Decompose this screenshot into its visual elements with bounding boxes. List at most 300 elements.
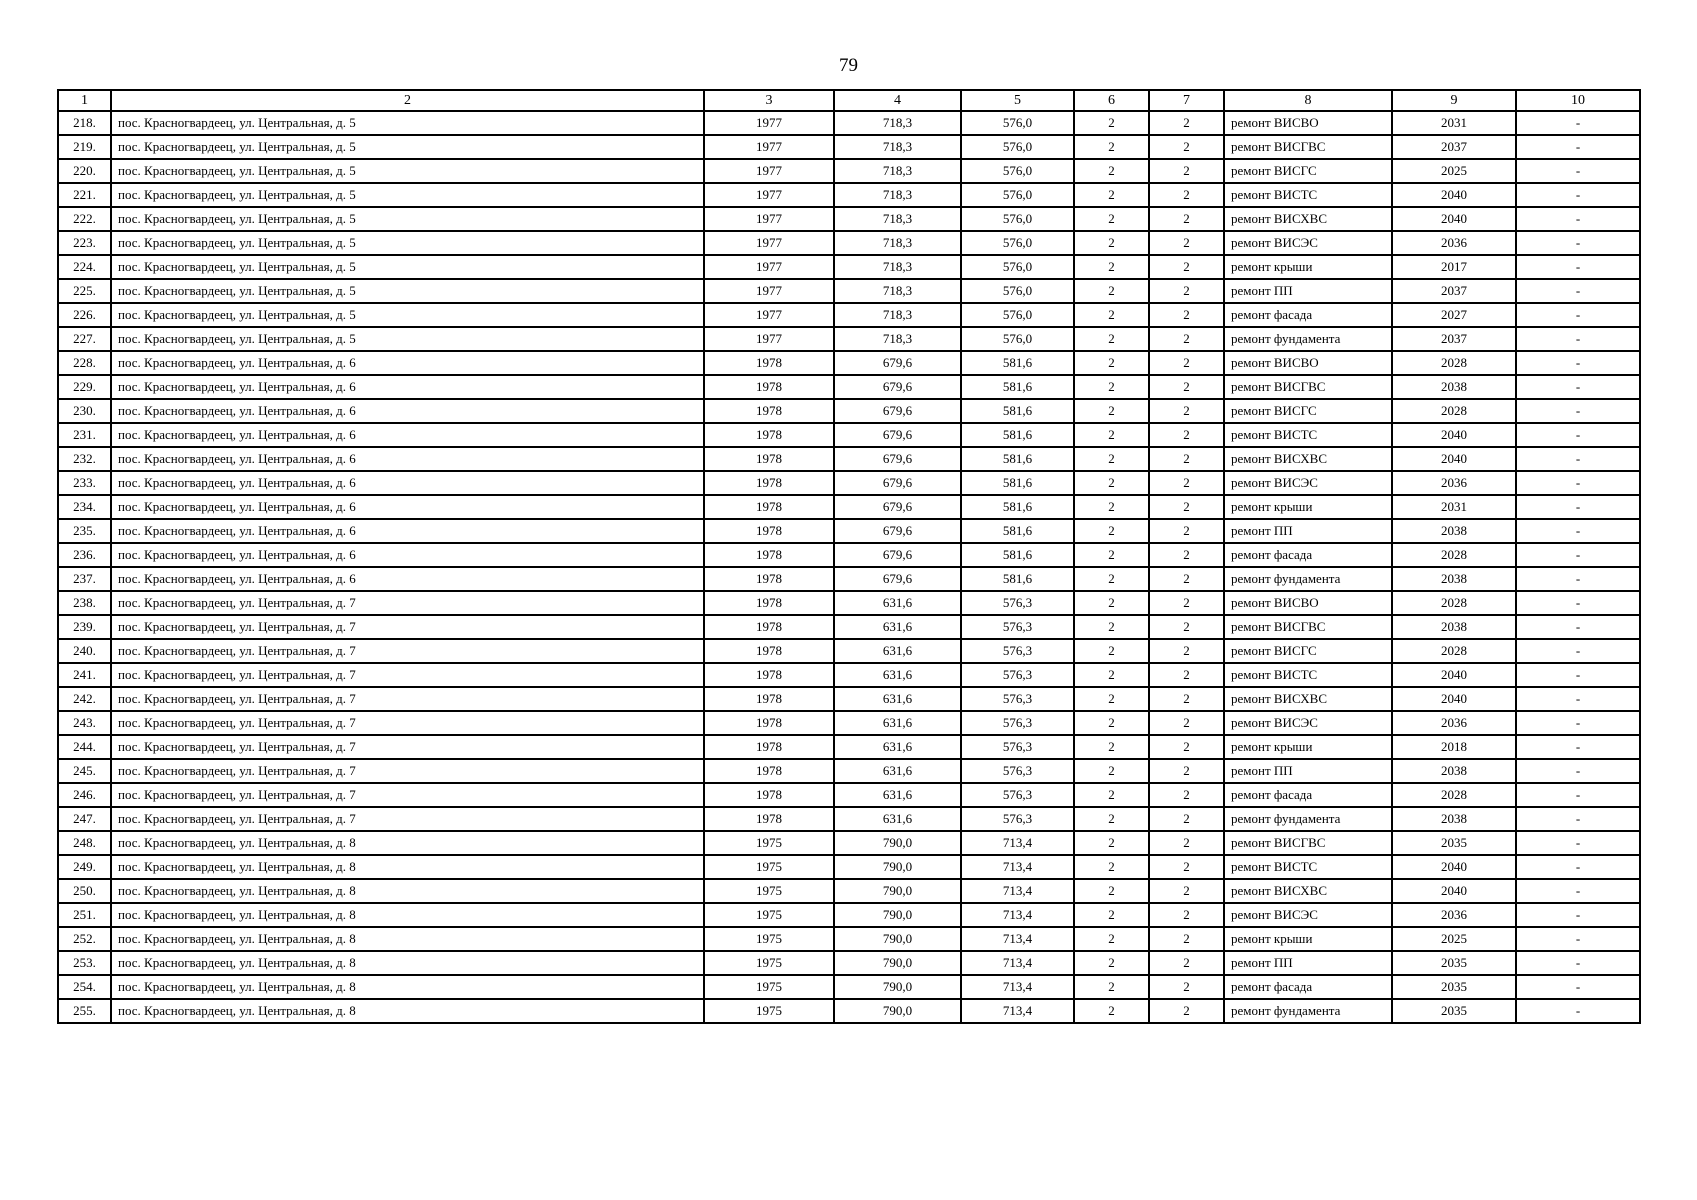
row-number-cell: 245. [58,759,111,783]
table-row [58,999,1640,1023]
total-area-cell: 631,6 [834,639,961,663]
note-cell: - [1516,735,1640,759]
row-number-cell: 235. [58,519,111,543]
planned-year-cell: 2038 [1392,615,1516,639]
note-cell: - [1516,615,1640,639]
address-cell: пос. Красногвардеец, ул. Центральная, д. 8 [111,951,704,975]
floors-cell: 2 [1074,879,1149,903]
living-area-cell: 713,4 [961,879,1074,903]
note-cell: - [1516,159,1640,183]
table-row [58,759,1640,783]
table-row [58,903,1640,927]
year-built-cell: 1978 [704,663,834,687]
address-cell: пос. Красногвардеец, ул. Центральная, д. 5 [111,159,704,183]
note-cell: - [1516,111,1640,135]
table-row [58,327,1640,351]
year-built-cell: 1975 [704,999,834,1023]
note-cell: - [1516,927,1640,951]
year-built-cell: 1978 [704,807,834,831]
total-area-cell: 790,0 [834,927,961,951]
total-area-cell: 679,6 [834,519,961,543]
floors-cell: 2 [1074,303,1149,327]
table-row [58,855,1640,879]
work-type-cell: ремонт фундамента [1224,327,1392,351]
planned-year-cell: 2038 [1392,807,1516,831]
floors-cell: 2 [1074,327,1149,351]
entrances-cell: 2 [1149,927,1224,951]
note-cell: - [1516,183,1640,207]
address-cell: пос. Красногвардеец, ул. Центральная, д. 7 [111,639,704,663]
planned-year-cell: 2031 [1392,111,1516,135]
work-type-cell: ремонт крыши [1224,495,1392,519]
floors-cell: 2 [1074,183,1149,207]
living-area-cell: 576,0 [961,135,1074,159]
row-number-cell: 228. [58,351,111,375]
address-cell: пос. Красногвардеец, ул. Центральная, д. 8 [111,855,704,879]
living-area-cell: 713,4 [961,999,1074,1023]
planned-year-cell: 2038 [1392,759,1516,783]
floors-cell: 2 [1074,663,1149,687]
work-type-cell: ремонт ВИСТС [1224,663,1392,687]
address-cell: пос. Красногвардеец, ул. Центральная, д. 5 [111,231,704,255]
row-number-cell: 218. [58,111,111,135]
table-row [58,543,1640,567]
work-type-cell: ремонт ВИСХВС [1224,687,1392,711]
total-area-cell: 679,6 [834,375,961,399]
total-area-cell: 631,6 [834,711,961,735]
row-number-cell: 251. [58,903,111,927]
planned-year-cell: 2036 [1392,903,1516,927]
work-type-cell: ремонт фасада [1224,783,1392,807]
table-row [58,927,1640,951]
floors-cell: 2 [1074,855,1149,879]
entrances-cell: 2 [1149,639,1224,663]
table-row [58,879,1640,903]
entrances-cell: 2 [1149,783,1224,807]
header-row [58,90,1640,111]
planned-year-cell: 2040 [1392,423,1516,447]
floors-cell: 2 [1074,375,1149,399]
total-area-cell: 790,0 [834,831,961,855]
row-number-cell: 238. [58,591,111,615]
year-built-cell: 1977 [704,279,834,303]
year-built-cell: 1978 [704,495,834,519]
planned-year-cell: 2017 [1392,255,1516,279]
repair-schedule-table [57,89,1641,1024]
work-type-cell: ремонт ПП [1224,279,1392,303]
address-cell: пос. Красногвардеец, ул. Центральная, д. 7 [111,591,704,615]
table-row [58,351,1640,375]
year-built-cell: 1975 [704,879,834,903]
year-built-cell: 1975 [704,951,834,975]
living-area-cell: 576,0 [961,231,1074,255]
total-area-cell: 631,6 [834,759,961,783]
table-row [58,399,1640,423]
note-cell: - [1516,351,1640,375]
living-area-cell: 581,6 [961,519,1074,543]
table-row [58,951,1640,975]
planned-year-cell: 2035 [1392,975,1516,999]
living-area-cell: 576,3 [961,615,1074,639]
note-cell: - [1516,591,1640,615]
work-type-cell: ремонт ВИСХВС [1224,879,1392,903]
entrances-cell: 2 [1149,975,1224,999]
total-area-cell: 631,6 [834,735,961,759]
table-row [58,567,1640,591]
table-row [58,111,1640,135]
planned-year-cell: 2040 [1392,663,1516,687]
year-built-cell: 1975 [704,855,834,879]
living-area-cell: 581,6 [961,375,1074,399]
note-cell: - [1516,687,1640,711]
floors-cell: 2 [1074,447,1149,471]
year-built-cell: 1978 [704,735,834,759]
table-body [58,111,1640,1023]
work-type-cell: ремонт ВИСГВС [1224,135,1392,159]
row-number-cell: 237. [58,567,111,591]
total-area-cell: 718,3 [834,111,961,135]
living-area-cell: 713,4 [961,831,1074,855]
work-type-cell: ремонт ВИСГС [1224,399,1392,423]
address-cell: пос. Красногвардеец, ул. Центральная, д. 6 [111,519,704,543]
total-area-cell: 790,0 [834,855,961,879]
table-row [58,711,1640,735]
entrances-cell: 2 [1149,951,1224,975]
planned-year-cell: 2036 [1392,471,1516,495]
living-area-cell: 581,6 [961,423,1074,447]
note-cell: - [1516,567,1640,591]
total-area-cell: 679,6 [834,567,961,591]
floors-cell: 2 [1074,351,1149,375]
living-area-cell: 576,0 [961,279,1074,303]
floors-cell: 2 [1074,639,1149,663]
row-number-cell: 232. [58,447,111,471]
living-area-cell: 576,3 [961,591,1074,615]
column-header: 2 [111,90,704,111]
living-area-cell: 576,0 [961,303,1074,327]
entrances-cell: 2 [1149,375,1224,399]
note-cell: - [1516,207,1640,231]
total-area-cell: 631,6 [834,687,961,711]
address-cell: пос. Красногвардеец, ул. Центральная, д. 6 [111,567,704,591]
living-area-cell: 576,3 [961,759,1074,783]
address-cell: пос. Красногвардеец, ул. Центральная, д. 8 [111,879,704,903]
planned-year-cell: 2028 [1392,351,1516,375]
row-number-cell: 227. [58,327,111,351]
floors-cell: 2 [1074,231,1149,255]
planned-year-cell: 2035 [1392,999,1516,1023]
work-type-cell: ремонт ВИСХВС [1224,207,1392,231]
note-cell: - [1516,975,1640,999]
entrances-cell: 2 [1149,615,1224,639]
entrances-cell: 2 [1149,999,1224,1023]
table-row [58,495,1640,519]
row-number-cell: 247. [58,807,111,831]
table-row [58,807,1640,831]
entrances-cell: 2 [1149,759,1224,783]
table-row [58,639,1640,663]
living-area-cell: 576,3 [961,639,1074,663]
floors-cell: 2 [1074,399,1149,423]
living-area-cell: 581,6 [961,567,1074,591]
column-header: 6 [1074,90,1149,111]
total-area-cell: 790,0 [834,951,961,975]
planned-year-cell: 2037 [1392,279,1516,303]
year-built-cell: 1978 [704,615,834,639]
table-row [58,159,1640,183]
living-area-cell: 576,0 [961,111,1074,135]
work-type-cell: ремонт ВИСГВС [1224,831,1392,855]
row-number-cell: 239. [58,615,111,639]
work-type-cell: ремонт ВИСГС [1224,639,1392,663]
planned-year-cell: 2040 [1392,207,1516,231]
address-cell: пос. Красногвардеец, ул. Центральная, д. 5 [111,135,704,159]
note-cell: - [1516,711,1640,735]
planned-year-cell: 2040 [1392,855,1516,879]
living-area-cell: 713,4 [961,951,1074,975]
living-area-cell: 581,6 [961,495,1074,519]
entrances-cell: 2 [1149,399,1224,423]
work-type-cell: ремонт ПП [1224,951,1392,975]
entrances-cell: 2 [1149,447,1224,471]
address-cell: пос. Красногвардеец, ул. Центральная, д. 8 [111,927,704,951]
entrances-cell: 2 [1149,279,1224,303]
address-cell: пос. Красногвардеец, ул. Центральная, д. 8 [111,831,704,855]
table-row [58,471,1640,495]
note-cell: - [1516,495,1640,519]
entrances-cell: 2 [1149,111,1224,135]
total-area-cell: 679,6 [834,399,961,423]
floors-cell: 2 [1074,543,1149,567]
table-header [58,90,1640,111]
work-type-cell: ремонт фундамента [1224,999,1392,1023]
living-area-cell: 576,0 [961,327,1074,351]
table-row [58,207,1640,231]
floors-cell: 2 [1074,783,1149,807]
total-area-cell: 718,3 [834,327,961,351]
planned-year-cell: 2018 [1392,735,1516,759]
entrances-cell: 2 [1149,879,1224,903]
row-number-cell: 230. [58,399,111,423]
address-cell: пос. Красногвардеец, ул. Центральная, д. 7 [111,663,704,687]
total-area-cell: 718,3 [834,159,961,183]
living-area-cell: 576,0 [961,159,1074,183]
note-cell: - [1516,543,1640,567]
row-number-cell: 219. [58,135,111,159]
row-number-cell: 243. [58,711,111,735]
total-area-cell: 631,6 [834,615,961,639]
total-area-cell: 718,3 [834,207,961,231]
address-cell: пос. Красногвардеец, ул. Центральная, д. 5 [111,183,704,207]
floors-cell: 2 [1074,999,1149,1023]
floors-cell: 2 [1074,951,1149,975]
living-area-cell: 576,3 [961,711,1074,735]
work-type-cell: ремонт крыши [1224,927,1392,951]
planned-year-cell: 2035 [1392,951,1516,975]
work-type-cell: ремонт ПП [1224,759,1392,783]
floors-cell: 2 [1074,495,1149,519]
entrances-cell: 2 [1149,423,1224,447]
planned-year-cell: 2040 [1392,183,1516,207]
note-cell: - [1516,999,1640,1023]
table-row [58,519,1640,543]
total-area-cell: 718,3 [834,231,961,255]
row-number-cell: 249. [58,855,111,879]
column-header: 5 [961,90,1074,111]
living-area-cell: 576,0 [961,183,1074,207]
entrances-cell: 2 [1149,855,1224,879]
column-header: 8 [1224,90,1392,111]
work-type-cell: ремонт фундамента [1224,807,1392,831]
entrances-cell: 2 [1149,303,1224,327]
note-cell: - [1516,471,1640,495]
table-row [58,135,1640,159]
total-area-cell: 679,6 [834,495,961,519]
living-area-cell: 576,3 [961,735,1074,759]
address-cell: пос. Красногвардеец, ул. Центральная, д. 6 [111,447,704,471]
note-cell: - [1516,519,1640,543]
column-header: 7 [1149,90,1224,111]
address-cell: пос. Красногвардеец, ул. Центральная, д. 7 [111,687,704,711]
total-area-cell: 631,6 [834,807,961,831]
planned-year-cell: 2028 [1392,783,1516,807]
year-built-cell: 1977 [704,183,834,207]
year-built-cell: 1978 [704,591,834,615]
floors-cell: 2 [1074,735,1149,759]
address-cell: пос. Красногвардеец, ул. Центральная, д. 7 [111,615,704,639]
year-built-cell: 1978 [704,447,834,471]
note-cell: - [1516,279,1640,303]
row-number-cell: 233. [58,471,111,495]
entrances-cell: 2 [1149,519,1224,543]
entrances-cell: 2 [1149,711,1224,735]
planned-year-cell: 2028 [1392,591,1516,615]
address-cell: пос. Красногвардеец, ул. Центральная, д. 6 [111,423,704,447]
year-built-cell: 1978 [704,639,834,663]
note-cell: - [1516,903,1640,927]
address-cell: пос. Красногвардеец, ул. Центральная, д. 5 [111,207,704,231]
year-built-cell: 1975 [704,927,834,951]
table-row [58,231,1640,255]
row-number-cell: 225. [58,279,111,303]
note-cell: - [1516,255,1640,279]
entrances-cell: 2 [1149,351,1224,375]
address-cell: пос. Красногвардеец, ул. Центральная, д. 7 [111,807,704,831]
floors-cell: 2 [1074,903,1149,927]
living-area-cell: 713,4 [961,903,1074,927]
entrances-cell: 2 [1149,903,1224,927]
living-area-cell: 576,3 [961,687,1074,711]
floors-cell: 2 [1074,759,1149,783]
year-built-cell: 1978 [704,351,834,375]
year-built-cell: 1978 [704,567,834,591]
address-cell: пос. Красногвардеец, ул. Центральная, д. 5 [111,279,704,303]
note-cell: - [1516,759,1640,783]
floors-cell: 2 [1074,591,1149,615]
column-header: 3 [704,90,834,111]
note-cell: - [1516,639,1640,663]
total-area-cell: 718,3 [834,255,961,279]
total-area-cell: 679,6 [834,543,961,567]
row-number-cell: 220. [58,159,111,183]
note-cell: - [1516,327,1640,351]
work-type-cell: ремонт ВИСЭС [1224,903,1392,927]
row-number-cell: 250. [58,879,111,903]
entrances-cell: 2 [1149,807,1224,831]
address-cell: пос. Красногвардеец, ул. Центральная, д. 7 [111,735,704,759]
work-type-cell: ремонт фасада [1224,543,1392,567]
row-number-cell: 234. [58,495,111,519]
planned-year-cell: 2028 [1392,543,1516,567]
work-type-cell: ремонт ВИСТС [1224,423,1392,447]
living-area-cell: 576,3 [961,663,1074,687]
address-cell: пос. Красногвардеец, ул. Центральная, д. 6 [111,351,704,375]
work-type-cell: ремонт фасада [1224,303,1392,327]
planned-year-cell: 2035 [1392,831,1516,855]
planned-year-cell: 2028 [1392,399,1516,423]
row-number-cell: 229. [58,375,111,399]
year-built-cell: 1978 [704,399,834,423]
work-type-cell: ремонт ВИСТС [1224,183,1392,207]
entrances-cell: 2 [1149,831,1224,855]
work-type-cell: ремонт фундамента [1224,567,1392,591]
planned-year-cell: 2031 [1392,495,1516,519]
column-header: 10 [1516,90,1640,111]
work-type-cell: ремонт ВИСЭС [1224,711,1392,735]
planned-year-cell: 2036 [1392,711,1516,735]
row-number-cell: 253. [58,951,111,975]
year-built-cell: 1978 [704,519,834,543]
note-cell: - [1516,783,1640,807]
note-cell: - [1516,423,1640,447]
year-built-cell: 1977 [704,135,834,159]
living-area-cell: 713,4 [961,975,1074,999]
floors-cell: 2 [1074,159,1149,183]
row-number-cell: 244. [58,735,111,759]
table-row [58,615,1640,639]
row-number-cell: 223. [58,231,111,255]
year-built-cell: 1975 [704,831,834,855]
table-row [58,975,1640,999]
floors-cell: 2 [1074,207,1149,231]
row-number-cell: 255. [58,999,111,1023]
row-number-cell: 221. [58,183,111,207]
planned-year-cell: 2038 [1392,567,1516,591]
table-row [58,303,1640,327]
table-row [58,831,1640,855]
total-area-cell: 631,6 [834,663,961,687]
note-cell: - [1516,807,1640,831]
planned-year-cell: 2040 [1392,879,1516,903]
year-built-cell: 1978 [704,543,834,567]
entrances-cell: 2 [1149,207,1224,231]
year-built-cell: 1978 [704,711,834,735]
planned-year-cell: 2038 [1392,375,1516,399]
floors-cell: 2 [1074,471,1149,495]
entrances-cell: 2 [1149,567,1224,591]
column-header: 9 [1392,90,1516,111]
work-type-cell: ремонт ВИСВО [1224,111,1392,135]
year-built-cell: 1977 [704,207,834,231]
address-cell: пос. Красногвардеец, ул. Центральная, д. 5 [111,111,704,135]
address-cell: пос. Красногвардеец, ул. Центральная, д. 6 [111,495,704,519]
floors-cell: 2 [1074,615,1149,639]
note-cell: - [1516,303,1640,327]
living-area-cell: 576,3 [961,807,1074,831]
table-row [58,255,1640,279]
note-cell: - [1516,663,1640,687]
floors-cell: 2 [1074,831,1149,855]
